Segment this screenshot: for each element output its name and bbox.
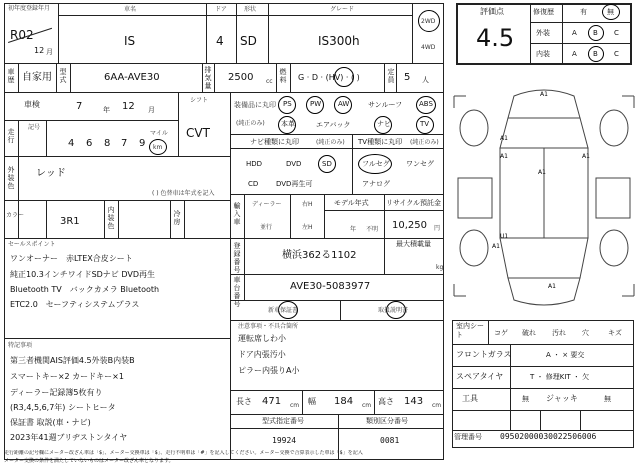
inspection-year: 7 <box>76 101 83 112</box>
diagram-mark: A1 <box>582 153 590 160</box>
selling-points-label: セールスポイント <box>8 241 56 248</box>
jack-value: 無 <box>604 395 611 403</box>
navi-type: DVD再生可 <box>276 180 313 188</box>
equipment-sub-label: (純正のみ) <box>236 120 265 127</box>
interior-col: キズ <box>608 329 622 337</box>
interior-col: 破れ <box>522 329 536 337</box>
first-reg-month-unit: 月 <box>46 48 53 56</box>
capacity-label: 定員 <box>387 68 395 84</box>
diagram-mark: A1 <box>500 153 508 160</box>
fuel-options: G · D · (HV) · ( ) <box>298 73 360 82</box>
special-label: 特記事項 <box>8 342 33 349</box>
exterior-label: 外装 <box>536 29 550 37</box>
grade-value: IS300h <box>318 34 360 48</box>
chassis-label: 車台番号 <box>233 276 241 308</box>
recycle-value: 10,250 <box>392 220 427 231</box>
note-line: 運転席しわ小 <box>238 334 286 343</box>
inspection-month: 12 <box>122 101 135 112</box>
navi-type: SD <box>322 160 332 168</box>
width-label: 幅 <box>308 397 316 406</box>
length-label: 長さ <box>236 397 252 406</box>
equip-abs: ABS <box>419 100 433 108</box>
model-year-label: モデル年式 <box>334 199 369 207</box>
equip-sunroof: サンルーフ <box>368 101 403 109</box>
grade-label: グレード <box>330 6 355 13</box>
equip-leather: 本革 <box>281 120 295 128</box>
import-right: 右H <box>302 201 313 208</box>
tools-label: 工具 <box>462 394 478 403</box>
diagram-mark: A1 <box>538 169 546 176</box>
first-reg-month: 12 <box>34 46 45 55</box>
footer-line-1: 走行距離の記号欄にメーター改ざん車は「$」、メーター交換車は「$」、走行不明車は「#」を記入してください。メーター交換で合算表示した車は「$」を記入 <box>4 450 363 456</box>
windshield-values: A ・ × 要交 <box>546 351 585 359</box>
note-line: ピラー内張りA小 <box>238 366 300 375</box>
diagram-mark: U1 <box>500 233 509 240</box>
manual: 取扱説明書 <box>378 307 409 314</box>
model-year-unknown: 不明 <box>366 226 379 233</box>
first-reg-label: 初年度登録年月 <box>8 5 51 12</box>
displacement-label: 排気量 <box>204 66 212 90</box>
spare-label: スペアタイヤ <box>456 372 504 381</box>
repair-label: 修復歴 <box>533 8 554 16</box>
inspection-month-unit: 月 <box>148 106 155 114</box>
jack-label: ジャッキ <box>546 394 578 403</box>
capacity-unit: 人 <box>422 76 429 84</box>
management-value: 09502000030022506006 <box>500 432 597 441</box>
special-line: 第三者機関AIS評価4.5外装B内装B <box>10 356 135 365</box>
inspection-year-unit: 年 <box>103 106 110 114</box>
special-line: (R3,4,5,6,7年) シートヒータ <box>10 403 116 412</box>
shift-label: シフト <box>190 97 209 104</box>
model-year-unit: 年 <box>350 226 357 233</box>
model-label: 型式 <box>59 68 67 84</box>
mileage-label: 走行 <box>7 128 15 144</box>
navi-type: HDD <box>246 160 263 168</box>
mileage-digit: 4 <box>68 138 75 149</box>
diagram-mark: A1 <box>500 135 508 142</box>
score-label: 評価点 <box>480 7 504 16</box>
inspection-label: 車検 <box>24 100 40 109</box>
special-line: ディーラー記録簿5枚有り <box>10 388 103 397</box>
import-left: 左H <box>302 224 313 231</box>
repair-no: 無 <box>607 8 614 16</box>
category-value: 0081 <box>380 436 400 445</box>
displacement-unit: cc <box>266 78 273 85</box>
tv-type: ワンセグ <box>406 160 434 168</box>
model-value: 6AA-AVE30 <box>104 72 160 83</box>
interior-seat-label: 室内シート <box>456 322 484 339</box>
mileage-unit-mile: マイル <box>150 130 168 137</box>
length-value: 471 <box>262 396 282 407</box>
selling-point-line: ETC2.0 セーフティシステムプラス <box>10 300 140 309</box>
tools-value: 無 <box>522 395 529 403</box>
navi-type: DVD <box>286 160 302 168</box>
recycle-label: リサイクル預託金 <box>386 199 442 207</box>
drive-4wd: 4WD <box>421 44 436 51</box>
mileage-digit: 9 <box>139 138 146 149</box>
tv-note: (純正のみ) <box>410 139 439 146</box>
ext-b: B <box>593 29 598 37</box>
repair-yes: 有 <box>580 8 587 16</box>
interior-label: 内装 <box>536 50 550 58</box>
type-number-value: 19924 <box>272 436 297 445</box>
import-label: 輸入車 <box>233 202 241 226</box>
spare-values: T ・ 修理KIT ・ 欠 <box>530 373 590 381</box>
ext-a: A <box>572 29 577 37</box>
load-unit: kg <box>436 264 444 271</box>
name-label: 車名 <box>124 6 137 13</box>
windshield-label: フロントガラス <box>456 350 512 359</box>
diagram-mark: A1 <box>548 283 556 290</box>
equip-pw: PW <box>310 100 322 108</box>
selling-point-line: 純正10.3インチワイドSDナビ DVD再生 <box>10 270 156 279</box>
chassis-value: AVE30-5083977 <box>290 281 371 292</box>
color-label: 外装色 <box>7 166 15 190</box>
category-label: 類別区分番号 <box>366 417 408 425</box>
interior-col: 穴 <box>582 329 589 337</box>
recycle-unit: 円 <box>434 225 441 232</box>
fuel-hv-circle <box>334 67 354 87</box>
score-value: 4.5 <box>476 24 515 52</box>
mileage-digit: 8 <box>104 138 111 149</box>
length-unit: cm <box>290 402 300 409</box>
height-label: 高さ <box>378 397 394 406</box>
tv-type: アナログ <box>362 180 390 188</box>
use-label: 車歴 <box>7 68 15 84</box>
tv-title: TV種類に丸印 <box>358 138 403 146</box>
registration-value: 横浜362る1102 <box>282 250 357 261</box>
navi-type: CD <box>248 180 259 188</box>
ext-c: C <box>614 29 619 37</box>
note-line: ドア内張汚小 <box>238 350 286 359</box>
type-number-label: 型式指定番号 <box>262 417 304 425</box>
footer-line-2: メーター交換の条件を満たしていないものはメーター改ざん車となります。 <box>4 458 174 464</box>
management-label: 管理番号 <box>454 433 482 441</box>
mileage-note-label: 記号 <box>28 124 41 131</box>
special-line: 2023年41週ブリヂストンタイヤ <box>10 433 128 442</box>
shape-value: SD <box>240 34 257 48</box>
cooler-label: 冷房 <box>173 210 181 226</box>
capacity-value: 5 <box>404 72 411 83</box>
drive-2wd: 2WD <box>421 18 436 25</box>
int-c: C <box>614 50 619 58</box>
use-value: 自家用 <box>22 72 52 83</box>
new-car-warranty: 新車保証書 <box>268 307 299 314</box>
navi-note: (純正のみ) <box>316 139 345 146</box>
width-value: 184 <box>334 396 354 407</box>
int-a: A <box>572 50 577 58</box>
mileage-digit: 7 <box>121 138 128 149</box>
notes-label: 注意事項・不具合箇所 <box>238 323 299 330</box>
car-damage-diagram <box>452 78 636 316</box>
height-value: 143 <box>404 396 424 407</box>
import-parallel: 並行 <box>260 224 273 231</box>
doors-label: ドア <box>215 6 227 13</box>
special-line: スマートキー×2 カードキー×1 <box>10 372 124 381</box>
color-code-label: カラー <box>6 212 25 219</box>
special-line: 保証書 取説(車・ナビ) <box>10 418 91 427</box>
shape-label: 形状 <box>244 6 257 13</box>
color-value: レッド <box>36 168 66 179</box>
displacement-value: 2500 <box>228 72 254 83</box>
width-unit: cm <box>362 402 372 409</box>
mileage-unit-km: km <box>153 144 163 151</box>
tv-type: フルセグ <box>362 160 390 168</box>
diagram-mark: A1 <box>540 91 548 98</box>
selling-point-line: ワンオーナー 赤LTEX合皮シート <box>10 254 133 263</box>
equipment-label: 装備品に丸印 <box>234 101 276 109</box>
interior-col: 汚れ <box>552 329 566 337</box>
interior-color-label: 内装色 <box>107 206 115 230</box>
load-label: 最大積載量 <box>396 240 431 248</box>
doors-value: 4 <box>216 34 224 48</box>
int-b: B <box>593 50 598 58</box>
equip-navi: ナビ <box>377 120 391 128</box>
diagram-mark: A1 <box>492 243 500 250</box>
import-dealer: ディーラー <box>252 201 282 208</box>
name-value: IS <box>124 34 136 48</box>
equip-tv: TV <box>420 120 430 128</box>
navi-title: ナビ種類に丸印 <box>250 138 299 146</box>
height-unit: cm <box>432 402 442 409</box>
color-code-value: 3R1 <box>60 216 80 227</box>
first-reg-year: R02 <box>10 28 34 42</box>
equip-aw: AW <box>338 100 350 108</box>
interior-col: コゲ <box>494 329 508 337</box>
fuel-label: 燃料 <box>279 68 287 84</box>
color-change-note: ( ) 色替車は年式を記入 <box>152 190 215 197</box>
mileage-digit: 6 <box>86 138 93 149</box>
registration-label: 登録番号 <box>233 242 241 274</box>
equip-airbag: エアバック <box>316 121 351 129</box>
equip-ps: PS <box>283 100 292 108</box>
shift-value: CVT <box>186 126 210 140</box>
selling-point-line: Bluetooth TV バックカメラ Bluetooth <box>10 285 160 294</box>
